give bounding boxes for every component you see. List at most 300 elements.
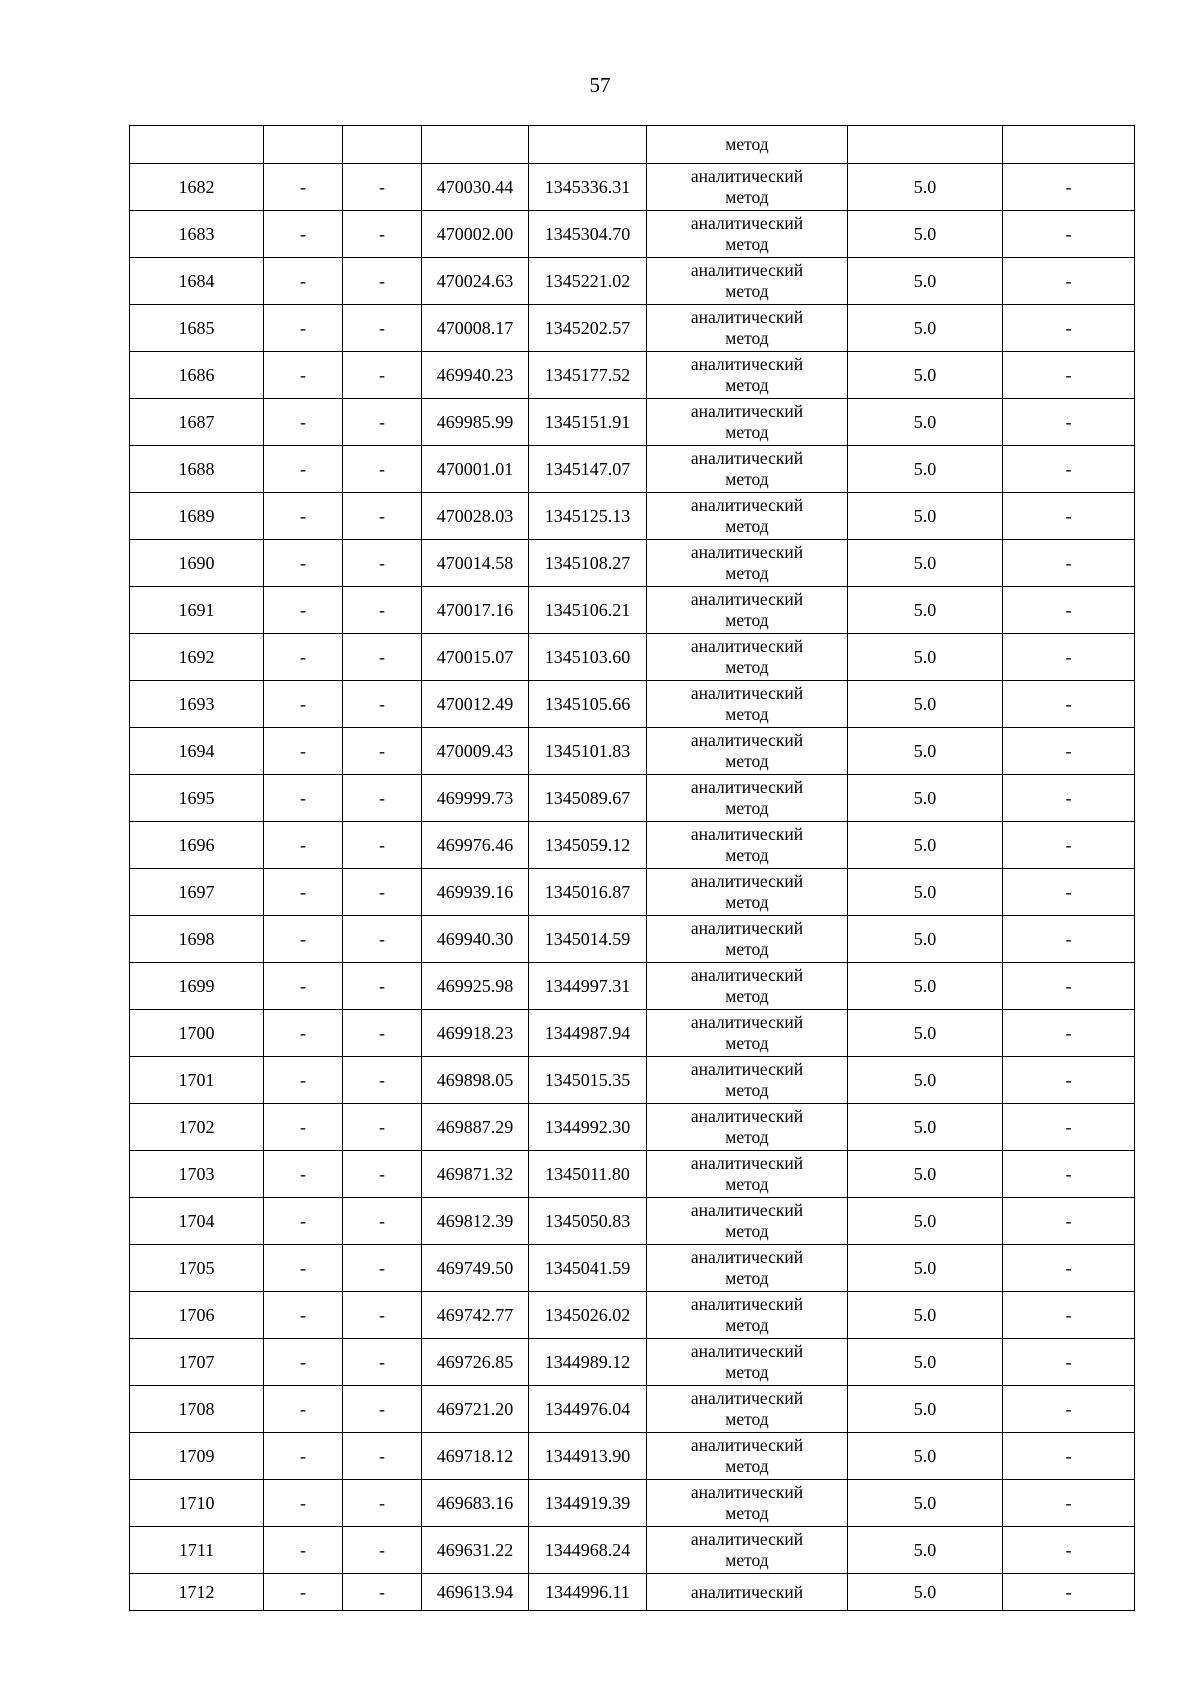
accuracy-cell: 5.0 [848, 1386, 1003, 1433]
table-cell: - [1003, 1386, 1135, 1433]
table-cell: - [264, 681, 343, 728]
point-number-cell: 1682 [130, 164, 264, 211]
method-line-1: аналитический [690, 1294, 804, 1314]
method-line-2: метод [725, 1268, 769, 1288]
method-line-2: метод [725, 1550, 769, 1570]
table-cell: - [1003, 258, 1135, 305]
method-line-1: аналитический [690, 683, 804, 703]
y-coordinate-cell: 1345041.59 [529, 1245, 647, 1292]
y-coordinate-cell: 1344987.94 [529, 1010, 647, 1057]
method-cell [647, 211, 848, 258]
method-line-1: аналитический [690, 1435, 804, 1455]
x-coordinate-cell: 470015.07 [422, 634, 529, 681]
method-line-2: метод [725, 657, 769, 677]
table-cell: - [343, 399, 422, 446]
table-cell: - [1003, 1104, 1135, 1151]
table-row [130, 1480, 1135, 1527]
method-cell [647, 352, 848, 399]
method-line-1: аналитический [690, 1529, 804, 1549]
method-line-1: аналитический [690, 1200, 804, 1220]
accuracy-cell: 5.0 [848, 1527, 1003, 1574]
table-cell: - [343, 258, 422, 305]
table-row [130, 164, 1135, 211]
method-line-2: метод [725, 1503, 769, 1523]
method-line-2: метод [725, 845, 769, 865]
point-number-cell: 1700 [130, 1010, 264, 1057]
y-coordinate-cell: 1345050.83 [529, 1198, 647, 1245]
table-row [130, 634, 1135, 681]
point-number-cell: 1696 [130, 822, 264, 869]
page-number: 57 [589, 73, 611, 97]
table-cell: - [264, 869, 343, 916]
point-number-cell: 1686 [130, 352, 264, 399]
method-cell [647, 634, 848, 681]
table-cell: - [1003, 446, 1135, 493]
method-cell [647, 963, 848, 1010]
table-cell: - [1003, 1480, 1135, 1527]
accuracy-cell: 5.0 [848, 493, 1003, 540]
method-line-2: метод [725, 751, 769, 771]
method-line-2: метод [725, 281, 769, 301]
y-coordinate-cell: 1344919.39 [529, 1480, 647, 1527]
x-coordinate-cell: 469871.32 [422, 1151, 529, 1198]
point-number-cell: 1693 [130, 681, 264, 728]
table-cell: - [1003, 1245, 1135, 1292]
point-number-cell: 1684 [130, 258, 264, 305]
table-cell: - [1003, 305, 1135, 352]
table-row [130, 1527, 1135, 1574]
accuracy-cell: 5.0 [848, 1480, 1003, 1527]
table-cell: - [343, 1386, 422, 1433]
y-coordinate-cell: 1344976.04 [529, 1386, 647, 1433]
y-coordinate-cell: 1345108.27 [529, 540, 647, 587]
x-coordinate-cell: 470002.00 [422, 211, 529, 258]
table-cell [130, 126, 264, 164]
method-cell [647, 1104, 848, 1151]
x-coordinate-cell: 470017.16 [422, 587, 529, 634]
point-number-cell: 1685 [130, 305, 264, 352]
x-coordinate-cell: 470001.01 [422, 446, 529, 493]
accuracy-cell: 5.0 [848, 587, 1003, 634]
method-line-1: аналитический [690, 730, 804, 750]
table-cell: - [1003, 916, 1135, 963]
table-cell: - [343, 775, 422, 822]
point-number-cell: 1683 [130, 211, 264, 258]
method-line-1: аналитический [690, 589, 804, 609]
table-cell: - [264, 822, 343, 869]
table-cell: - [264, 1198, 343, 1245]
x-coordinate-cell: 470008.17 [422, 305, 529, 352]
y-coordinate-cell: 1345202.57 [529, 305, 647, 352]
method-cell: метод [647, 126, 848, 164]
x-coordinate-cell: 469683.16 [422, 1480, 529, 1527]
accuracy-cell: 5.0 [848, 634, 1003, 681]
method-cell [647, 1010, 848, 1057]
y-coordinate-cell: 1345014.59 [529, 916, 647, 963]
table-cell: - [1003, 1010, 1135, 1057]
accuracy-cell: 5.0 [848, 681, 1003, 728]
table-cell: - [343, 1151, 422, 1198]
table-row [130, 1151, 1135, 1198]
method-line-1: аналитический [690, 542, 804, 562]
method-line-1: аналитический [690, 965, 804, 985]
accuracy-cell: 5.0 [848, 1245, 1003, 1292]
table-row [130, 681, 1135, 728]
point-number-cell: 1695 [130, 775, 264, 822]
method-cell [647, 1433, 848, 1480]
method-cell [647, 399, 848, 446]
method-line-2: метод [725, 1362, 769, 1382]
table-row [130, 1104, 1135, 1151]
table-cell [848, 126, 1003, 164]
method-cell [647, 1339, 848, 1386]
method-line-2: метод [725, 187, 769, 207]
table-cell: - [343, 1057, 422, 1104]
table-row [130, 258, 1135, 305]
y-coordinate-cell: 1345089.67 [529, 775, 647, 822]
method-line-1: аналитический [690, 918, 804, 938]
accuracy-cell: 5.0 [848, 1292, 1003, 1339]
table-cell: - [264, 1574, 343, 1611]
accuracy-cell: 5.0 [848, 916, 1003, 963]
table-row [130, 211, 1135, 258]
accuracy-cell: 5.0 [848, 399, 1003, 446]
table-cell: - [1003, 869, 1135, 916]
table-cell: - [264, 963, 343, 1010]
accuracy-cell: 5.0 [848, 1339, 1003, 1386]
x-coordinate-cell: 469749.50 [422, 1245, 529, 1292]
method-line-1: аналитический [690, 636, 804, 656]
table-cell: - [1003, 1339, 1135, 1386]
table-cell: - [264, 211, 343, 258]
table-cell: - [264, 493, 343, 540]
method-line-2: метод [725, 939, 769, 959]
table-cell: - [343, 963, 422, 1010]
table-cell: - [264, 1480, 343, 1527]
table-row [130, 916, 1135, 963]
table-cell: - [264, 1057, 343, 1104]
x-coordinate-cell: 469721.20 [422, 1386, 529, 1433]
table-cell: - [1003, 540, 1135, 587]
table-cell: - [1003, 493, 1135, 540]
table-cell: - [1003, 1292, 1135, 1339]
method-line-2: метод [725, 1315, 769, 1335]
method-line-2: метод [725, 1409, 769, 1429]
accuracy-cell: 5.0 [848, 822, 1003, 869]
point-number-cell: 1691 [130, 587, 264, 634]
method-line-2: метод [725, 516, 769, 536]
table-cell: - [264, 916, 343, 963]
point-number-cell: 1710 [130, 1480, 264, 1527]
point-number-cell: 1692 [130, 634, 264, 681]
table-cell: - [343, 211, 422, 258]
table-cell: - [264, 1245, 343, 1292]
method-line-2: метод [725, 375, 769, 395]
method-line-1: аналитический [690, 1341, 804, 1361]
y-coordinate-cell: 1345147.07 [529, 446, 647, 493]
point-number-cell: 1688 [130, 446, 264, 493]
x-coordinate-cell: 469999.73 [422, 775, 529, 822]
method-cell [647, 540, 848, 587]
method-cell [647, 1527, 848, 1574]
method-cell [647, 493, 848, 540]
point-number-cell: 1705 [130, 1245, 264, 1292]
method-cell [647, 1480, 848, 1527]
method-cell [647, 822, 848, 869]
accuracy-cell: 5.0 [848, 1433, 1003, 1480]
x-coordinate-cell: 469718.12 [422, 1433, 529, 1480]
table-cell: - [264, 1527, 343, 1574]
table-cell: - [343, 446, 422, 493]
method-line-1: аналитический [690, 260, 804, 280]
point-number-cell: 1697 [130, 869, 264, 916]
table-row [130, 1339, 1135, 1386]
method-line-2: метод [725, 798, 769, 818]
y-coordinate-cell: 1344992.30 [529, 1104, 647, 1151]
table-row [130, 1433, 1135, 1480]
y-coordinate-cell: 1345105.66 [529, 681, 647, 728]
y-coordinate-cell: 1345151.91 [529, 399, 647, 446]
table-cell: - [1003, 211, 1135, 258]
table-cell: - [264, 399, 343, 446]
table-cell [343, 126, 422, 164]
method-cell [647, 258, 848, 305]
table-row [130, 305, 1135, 352]
point-number-cell: 1711 [130, 1527, 264, 1574]
table-row [130, 728, 1135, 775]
method-line-2: метод [725, 986, 769, 1006]
table-cell: - [264, 258, 343, 305]
method-line-1: аналитический [690, 166, 804, 186]
point-number-cell: 1712 [130, 1574, 264, 1611]
method-cell: аналитический [647, 1574, 848, 1611]
point-number-cell: 1707 [130, 1339, 264, 1386]
table-cell: - [264, 775, 343, 822]
method-line-1: аналитический [690, 307, 804, 327]
table-cell: - [343, 1010, 422, 1057]
table-cell: - [1003, 1527, 1135, 1574]
table-row [130, 869, 1135, 916]
accuracy-cell: 5.0 [848, 963, 1003, 1010]
accuracy-cell: 5.0 [848, 305, 1003, 352]
table-row [130, 399, 1135, 446]
method-line-1: аналитический [690, 401, 804, 421]
accuracy-cell: 5.0 [848, 775, 1003, 822]
x-coordinate-cell: 470030.44 [422, 164, 529, 211]
x-coordinate-cell: 469918.23 [422, 1010, 529, 1057]
x-coordinate-cell: 469898.05 [422, 1057, 529, 1104]
table-cell: - [1003, 352, 1135, 399]
method-cell [647, 164, 848, 211]
table-cell: - [264, 634, 343, 681]
accuracy-cell: 5.0 [848, 1574, 1003, 1611]
y-coordinate-cell: 1345011.80 [529, 1151, 647, 1198]
method-line-2: метод [725, 1174, 769, 1194]
table-cell: - [264, 1151, 343, 1198]
table-cell: - [343, 1574, 422, 1611]
x-coordinate-cell: 469985.99 [422, 399, 529, 446]
x-coordinate-cell: 469976.46 [422, 822, 529, 869]
point-number-cell: 1708 [130, 1386, 264, 1433]
accuracy-cell: 5.0 [848, 258, 1003, 305]
method-line-1: аналитический [690, 824, 804, 844]
table-cell: - [1003, 1057, 1135, 1104]
table-row [130, 775, 1135, 822]
point-number-cell: 1702 [130, 1104, 264, 1151]
table-cell: - [264, 1433, 343, 1480]
method-line-1: аналитический [690, 871, 804, 891]
table-cell: - [343, 1104, 422, 1151]
point-number-cell: 1689 [130, 493, 264, 540]
table-cell: - [343, 352, 422, 399]
y-coordinate-cell: 1345016.87 [529, 869, 647, 916]
y-coordinate-cell: 1345103.60 [529, 634, 647, 681]
method-cell [647, 1151, 848, 1198]
table-cell: - [343, 1433, 422, 1480]
table-cell: - [1003, 1433, 1135, 1480]
table-row [130, 446, 1135, 493]
table-cell: - [343, 1245, 422, 1292]
accuracy-cell: 5.0 [848, 164, 1003, 211]
table-cell: - [1003, 1574, 1135, 1611]
point-number-cell: 1699 [130, 963, 264, 1010]
x-coordinate-cell: 469939.16 [422, 869, 529, 916]
table-cell [1003, 126, 1135, 164]
method-line-1: аналитический [690, 354, 804, 374]
y-coordinate-cell: 1344968.24 [529, 1527, 647, 1574]
method-line-1: аналитический [690, 1153, 804, 1173]
y-coordinate-cell: 1344989.12 [529, 1339, 647, 1386]
table-row [130, 1386, 1135, 1433]
table-cell: - [1003, 775, 1135, 822]
accuracy-cell: 5.0 [848, 446, 1003, 493]
x-coordinate-cell: 469940.30 [422, 916, 529, 963]
table-cell: - [343, 1292, 422, 1339]
point-number-cell: 1704 [130, 1198, 264, 1245]
method-cell [647, 681, 848, 728]
table-row [130, 587, 1135, 634]
table-cell: - [264, 1104, 343, 1151]
table-cell [529, 126, 647, 164]
x-coordinate-cell: 470012.49 [422, 681, 529, 728]
accuracy-cell: 5.0 [848, 728, 1003, 775]
table-cell: - [264, 446, 343, 493]
point-number-cell: 1706 [130, 1292, 264, 1339]
method-line-2: метод [725, 1456, 769, 1476]
y-coordinate-cell: 1345304.70 [529, 211, 647, 258]
accuracy-cell: 5.0 [848, 1151, 1003, 1198]
y-coordinate-cell: 1345125.13 [529, 493, 647, 540]
table-cell: - [264, 305, 343, 352]
table-cell: - [343, 1339, 422, 1386]
method-line-2: метод [725, 234, 769, 254]
x-coordinate-cell: 469925.98 [422, 963, 529, 1010]
method-line-2: метод [725, 469, 769, 489]
method-cell [647, 775, 848, 822]
table-cell: - [343, 493, 422, 540]
table-cell: - [343, 1480, 422, 1527]
table-cell: - [1003, 587, 1135, 634]
coordinates-table [129, 125, 1135, 1611]
table-row [130, 1057, 1135, 1104]
table-cell: - [1003, 963, 1135, 1010]
table-cell: - [1003, 164, 1135, 211]
method-line-1: аналитический [690, 495, 804, 515]
table-row [130, 540, 1135, 587]
y-coordinate-cell: 1345101.83 [529, 728, 647, 775]
method-cell [647, 1386, 848, 1433]
method-line-2: метод [725, 563, 769, 583]
accuracy-cell: 5.0 [848, 1010, 1003, 1057]
y-coordinate-cell: 1345221.02 [529, 258, 647, 305]
method-line-1: аналитический [690, 777, 804, 797]
method-cell [647, 1292, 848, 1339]
table-cell: - [264, 1386, 343, 1433]
y-coordinate-cell: 1345059.12 [529, 822, 647, 869]
method-line-1: аналитический [690, 1106, 804, 1126]
method-line-1: аналитический [690, 448, 804, 468]
table-cell: - [1003, 634, 1135, 681]
method-line-2: метод [725, 892, 769, 912]
method-line-1: аналитический [690, 213, 804, 233]
table-cell: - [264, 1292, 343, 1339]
y-coordinate-cell: 1345015.35 [529, 1057, 647, 1104]
table-cell: - [343, 869, 422, 916]
point-number-cell: 1687 [130, 399, 264, 446]
y-coordinate-cell: 1345026.02 [529, 1292, 647, 1339]
point-number-cell: 1698 [130, 916, 264, 963]
point-number-cell: 1703 [130, 1151, 264, 1198]
table-cell: - [343, 681, 422, 728]
x-coordinate-cell: 469940.23 [422, 352, 529, 399]
table-cell: - [1003, 728, 1135, 775]
table-cell: - [343, 305, 422, 352]
method-line-2: метод [725, 1080, 769, 1100]
table-row [130, 1292, 1135, 1339]
table-cell: - [264, 164, 343, 211]
method-cell [647, 305, 848, 352]
x-coordinate-cell: 469631.22 [422, 1527, 529, 1574]
method-line-2: метод [725, 1127, 769, 1147]
y-coordinate-cell: 1344997.31 [529, 963, 647, 1010]
method-line-1: аналитический [690, 1059, 804, 1079]
table-cell: - [343, 1198, 422, 1245]
table-row [130, 493, 1135, 540]
table-row [130, 126, 1135, 164]
method-line-1: аналитический [690, 1388, 804, 1408]
accuracy-cell: 5.0 [848, 1198, 1003, 1245]
method-cell [647, 1198, 848, 1245]
table-row [130, 352, 1135, 399]
table-row [130, 1010, 1135, 1057]
y-coordinate-cell: 1345177.52 [529, 352, 647, 399]
accuracy-cell: 5.0 [848, 1057, 1003, 1104]
method-line-2: метод [725, 704, 769, 724]
x-coordinate-cell: 470028.03 [422, 493, 529, 540]
method-line-2: метод [725, 1221, 769, 1241]
table-cell: - [343, 634, 422, 681]
table-cell: - [343, 916, 422, 963]
point-number-cell: 1690 [130, 540, 264, 587]
x-coordinate-cell: 469726.85 [422, 1339, 529, 1386]
point-number-cell: 1694 [130, 728, 264, 775]
table-cell: - [1003, 822, 1135, 869]
table-cell [422, 126, 529, 164]
method-line-2: метод [725, 610, 769, 630]
table-cell: - [343, 822, 422, 869]
method-line-2: метод [725, 328, 769, 348]
table-row [130, 822, 1135, 869]
